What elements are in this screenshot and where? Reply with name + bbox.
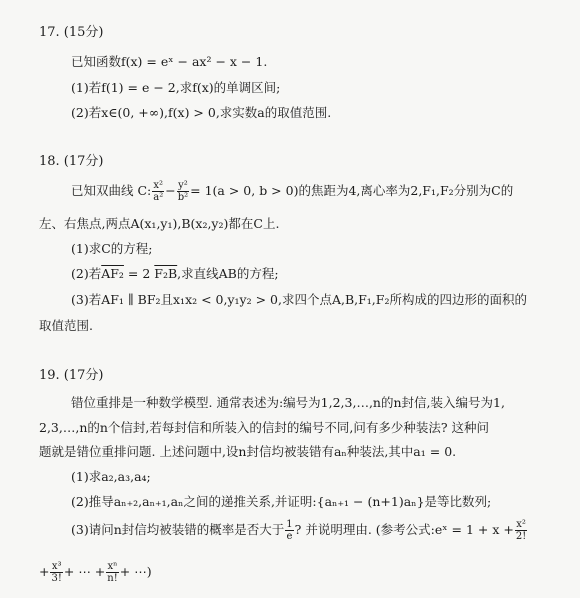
q19-frac-1e-num: 1 [286, 519, 293, 530]
q17-stem: 已知函数f(x) = eˣ − ax² − x − 1. [71, 54, 268, 69]
q18-vector-f2b: F₂B [154, 266, 178, 281]
q19-frac-1e-den: e [286, 531, 293, 542]
q18-part3-line1: (3)若AF₁ ∥ BF₂且x₁x₂ < 0,y₁y₂ > 0,求四个点A,B,F₁,F₂所构成的四边形的面积的 [71, 292, 527, 307]
q18-part2-post: ,求直线AB的方程; [177, 266, 279, 281]
q19-part3 [71, 519, 528, 542]
q18-header: 18. (17分) [39, 154, 104, 169]
q19-cont-mid: + ⋯ + [63, 564, 106, 579]
q19-part3-pre: (3)请问n封信均被装错的概率是否大于 [71, 522, 285, 537]
q17-header: 17. (15分) [39, 25, 104, 40]
q18-frac-x [152, 180, 164, 203]
q19-part1: (1)求a₂,a₃,a₄; [71, 469, 151, 484]
q18-vector-af2: AF₂ [101, 266, 124, 281]
q19-cont-post: + ⋯) [119, 564, 152, 579]
q18-part2 [71, 266, 279, 282]
q19-frac-x3-num: x³ [51, 561, 62, 572]
q19-part2: (2)推导aₙ₊₂,aₙ₊₁,aₙ之间的递推关系,并证明:{aₙ₊₁ − (n+1)aₙ}是等比数列; [71, 494, 492, 509]
q19-frac-x3 [50, 561, 62, 584]
q19-part3-continued [39, 561, 152, 584]
q19-frac-x2 [515, 519, 527, 542]
q19-line1: 错位重排是一种数学模型. 通常表述为:编号为1,2,3,…,n的n封信,装入编号为1, [71, 395, 505, 410]
q19-line3: 题就是错位重排问题. 上述问题中,设n封信均被装错有aₙ种装法,其中a₁ = 0. [39, 444, 457, 459]
q18-frac-x-den: a² [153, 192, 164, 203]
q18-part3-line2: 取值范围. [39, 318, 93, 333]
q17-part1: (1)若f(1) = e − 2,求f(x)的单调区间; [71, 80, 281, 95]
q19-frac-xn [106, 561, 118, 584]
q19-frac-x3-den: 3! [51, 573, 62, 584]
q18-stem-pre: 已知双曲线 C: [71, 183, 152, 198]
q18-frac-y-num: y² [178, 180, 188, 191]
q18-stem-line2: 左、右焦点,两点A(x₁,y₁),B(x₂,y₂)都在C上. [39, 216, 280, 231]
q19-frac-x2-num: x² [516, 519, 526, 530]
q18-part2-mid: = 2 [123, 266, 155, 281]
q18-part2-pre: (2)若 [71, 266, 102, 281]
q19-frac-x2-den: 2! [515, 531, 527, 542]
q17-part2: (2)若x∈(0, +∞),f(x) > 0,求实数a的取值范围. [71, 105, 332, 120]
q19-part3-mid: ? 并说明理由. (参考公式:eˣ = 1 + x + [294, 522, 514, 537]
q19-header: 19. (17分) [39, 368, 104, 383]
q18-frac-y [177, 180, 189, 203]
q18-minus: − [165, 183, 176, 198]
q18-stem [71, 180, 513, 203]
q19-line2: 2,3,…,n的n个信封,若每封信和所装入的信封的编号不同,问有多少种装法? 这种问 [39, 420, 490, 435]
q18-stem-post: = 1(a > 0, b > 0)的焦距为4,离心率为2,F₁,F₂分别为C的 [190, 183, 514, 198]
q19-frac-xn-num: xⁿ [107, 561, 118, 572]
q19-cont-plus: + [39, 564, 50, 579]
q19-frac-1e [285, 519, 293, 542]
q18-frac-y-den: b² [177, 192, 189, 203]
q18-frac-x-num: x² [153, 180, 164, 191]
q18-part1: (1)求C的方程; [71, 241, 153, 256]
q19-frac-xn-den: n! [107, 573, 118, 584]
